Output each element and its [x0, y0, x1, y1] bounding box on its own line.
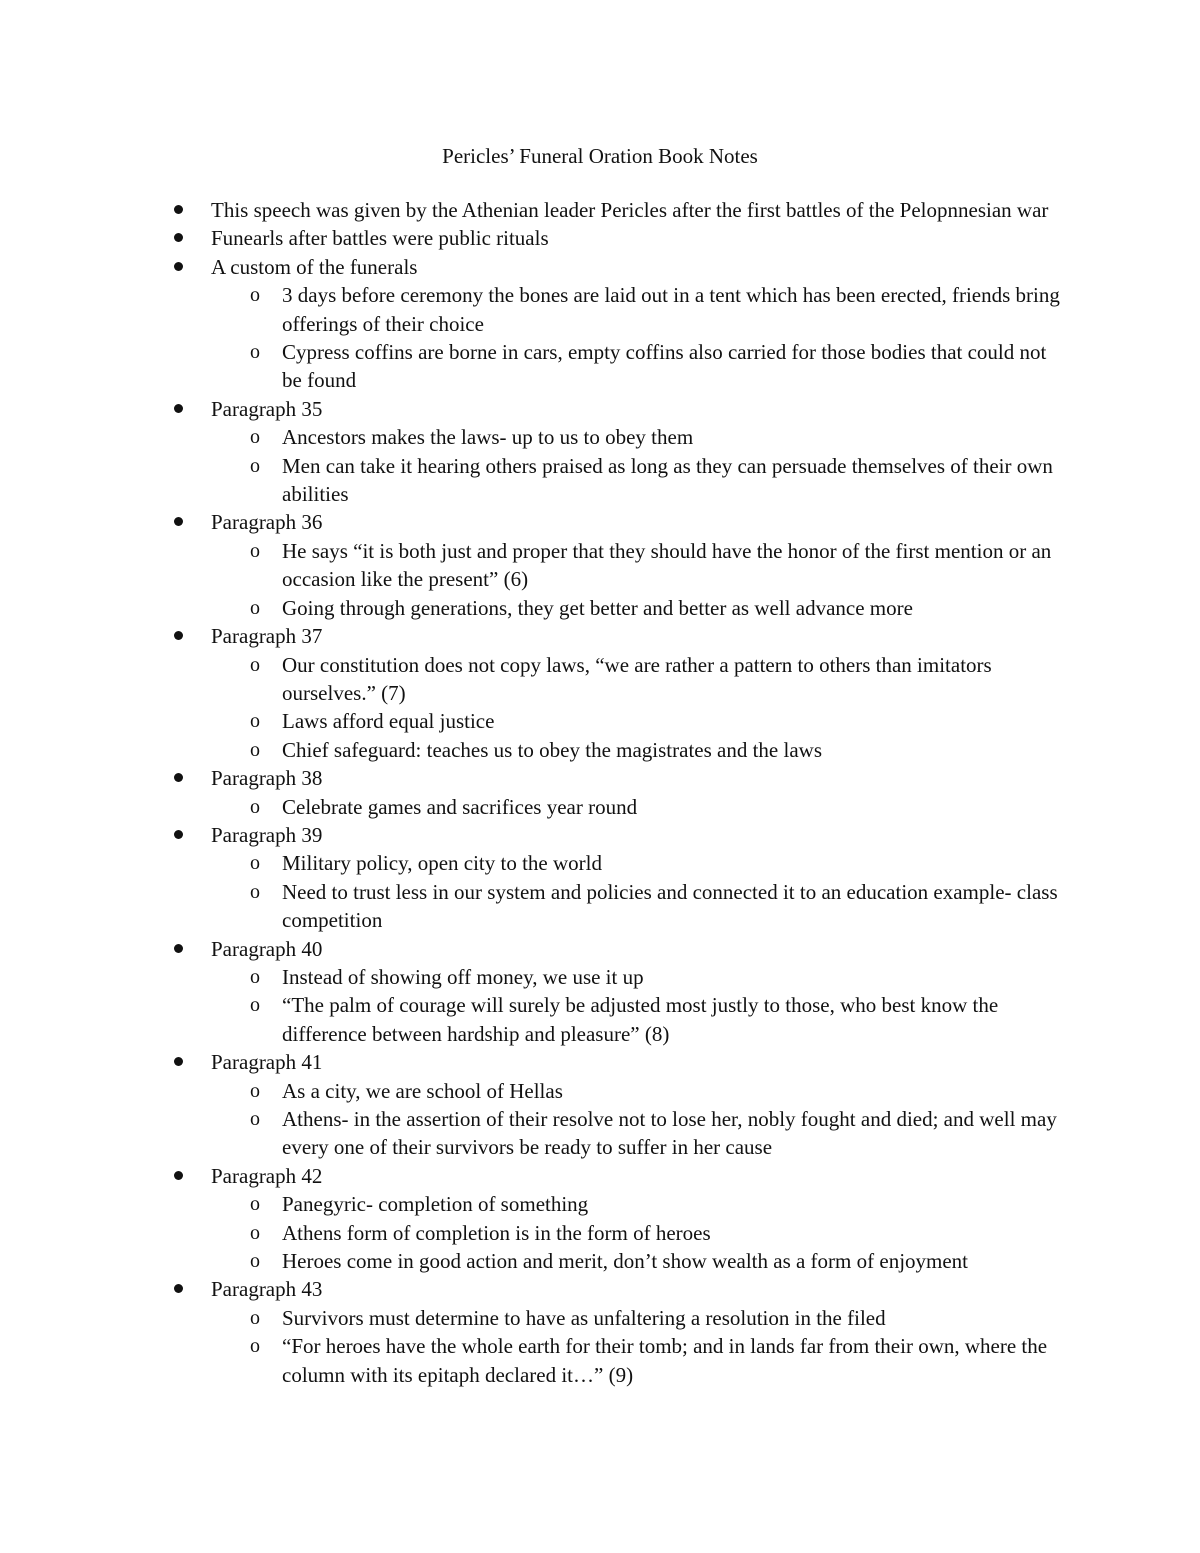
bullet-item	[0, 764, 1200, 792]
circle-bullet-icon: o	[250, 795, 260, 818]
bullet-dot-icon	[174, 404, 183, 413]
sub-bullet-text: He says “it is both just and proper that they should have the honor of the first mention or an occasion like the present” (6)	[282, 538, 1052, 592]
sub-bullet-item	[0, 1219, 1200, 1247]
circle-bullet-icon: o	[250, 1221, 260, 1244]
sub-bullet-text: 3 days before ceremony the bones are laid out in a tent which has been erected, friends bring offerings of their choice	[282, 283, 1060, 336]
sub-bullet-item	[0, 1304, 1200, 1332]
circle-bullet-icon: o	[250, 1250, 260, 1273]
sub-bullet-text: “For heroes have the whole earth for their tomb; and in lands far from their own, where the column with its epitaph declared it…” (9)	[282, 1334, 1048, 1387]
bullet-dot-icon	[174, 830, 183, 839]
sub-bullet-item	[0, 707, 1200, 735]
sub-bullet-item	[0, 423, 1200, 451]
circle-bullet-icon: o	[250, 965, 260, 988]
bullet-dot-icon	[174, 205, 183, 214]
sub-bullet-text: Athens- in the assertion of their resolve not to lose her, nobly fought and died; and well may every one of their survivors be ready to suffer in her cause	[282, 1107, 1057, 1160]
sub-bullet-item	[0, 594, 1200, 622]
bullet-text: Paragraph 42	[211, 1163, 323, 1188]
sub-bullet-item	[0, 1190, 1200, 1218]
bullet-text: Paragraph 37	[211, 624, 323, 649]
bullet-text: Funearls after battles were public rituals	[211, 226, 549, 251]
circle-bullet-icon: o	[250, 852, 260, 875]
notes-list	[0, 196, 1200, 1389]
sub-bullet-text: Survivors must determine to have as unfaltering a resolution in the filed	[282, 1305, 886, 1330]
circle-bullet-icon: o	[250, 1335, 260, 1358]
circle-bullet-icon: o	[250, 596, 260, 619]
circle-bullet-icon: o	[250, 341, 260, 364]
bullet-item	[0, 1275, 1200, 1303]
bullet-text: This speech was given by the Athenian leader Pericles after the first battles of the Pelopnnesian war	[211, 198, 1049, 222]
circle-bullet-icon: o	[250, 426, 260, 449]
bullet-dot-icon	[174, 262, 183, 271]
sub-bullet-item	[0, 452, 1200, 509]
bullet-dot-icon	[174, 1171, 183, 1180]
bullet-item	[0, 622, 1200, 650]
bullet-text: Paragraph 43	[211, 1277, 323, 1302]
bullet-item	[0, 395, 1200, 423]
bullet-text: Paragraph 36	[211, 510, 323, 535]
bullet-text: Paragraph 40	[211, 936, 323, 961]
circle-bullet-icon: o	[250, 653, 260, 676]
sub-bullet-item	[0, 281, 1200, 338]
sub-bullet-item	[0, 793, 1200, 821]
bullet-item	[0, 224, 1200, 252]
bullet-text: Paragraph 39	[211, 822, 323, 847]
sub-bullet-text: As a city, we are school of Hellas	[282, 1078, 563, 1103]
circle-bullet-icon: o	[250, 1079, 260, 1102]
circle-bullet-icon: o	[250, 880, 260, 903]
bullet-text: Paragraph 38	[211, 766, 323, 791]
sub-bullet-text: Celebrate games and sacrifices year round	[282, 794, 638, 819]
bullet-dot-icon	[174, 1284, 183, 1293]
bullet-item	[0, 1048, 1200, 1076]
circle-bullet-icon: o	[250, 1193, 260, 1216]
sub-bullet-text: Athens form of completion is in the form of heroes	[282, 1220, 711, 1245]
bullet-item	[0, 1162, 1200, 1190]
sub-bullet-text: Chief safeguard: teaches us to obey the magistrates and the laws	[282, 737, 822, 762]
bullet-dot-icon	[174, 1057, 183, 1066]
bullet-item	[0, 821, 1200, 849]
bullet-dot-icon	[174, 944, 183, 953]
sub-bullet-text: Cypress coffins are borne in cars, empty coffins also carried for those bodies that could not be found	[282, 340, 1047, 393]
sub-bullet-item	[0, 651, 1200, 708]
circle-bullet-icon: o	[250, 994, 260, 1017]
sub-bullet-text: Panegyric- completion of something	[282, 1192, 589, 1217]
circle-bullet-icon: o	[250, 539, 260, 562]
sub-bullet-item	[0, 991, 1200, 1048]
bullet-item	[0, 508, 1200, 536]
circle-bullet-icon: o	[250, 284, 260, 307]
bullet-dot-icon	[174, 517, 183, 526]
circle-bullet-icon: o	[250, 454, 260, 477]
sub-bullet-item	[0, 537, 1200, 594]
sub-bullet-text: Ancestors makes the laws- up to us to obey them	[282, 425, 694, 450]
bullet-item	[0, 196, 1200, 224]
sub-bullet-text: Going through generations, they get better and better as well advance more	[282, 595, 913, 620]
sub-bullet-item	[0, 1105, 1200, 1162]
bullet-text: Paragraph 41	[211, 1050, 323, 1075]
circle-bullet-icon: o	[250, 1306, 260, 1329]
sub-bullet-item	[0, 849, 1200, 877]
sub-bullet-text: “The palm of courage will surely be adjusted most justly to those, who best know the difference between hardship and pleasure” (8)	[282, 993, 999, 1046]
sub-bullet-text: Laws afford equal justice	[282, 709, 495, 734]
sub-bullet-text: Instead of showing off money, we use it up	[282, 964, 644, 989]
sub-bullet-item	[0, 1332, 1200, 1389]
sub-bullet-text: Heroes come in good action and merit, don’t show wealth as a form of enjoyment	[282, 1249, 969, 1274]
sub-bullet-item	[0, 963, 1200, 991]
sub-bullet-item	[0, 338, 1200, 395]
bullet-dot-icon	[174, 233, 183, 242]
document-title: Pericles’ Funeral Oration Book Notes	[442, 144, 758, 168]
sub-bullet-item	[0, 736, 1200, 764]
sub-bullet-item	[0, 1247, 1200, 1275]
bullet-text: A custom of the funerals	[211, 254, 418, 279]
sub-bullet-text: Need to trust less in our system and policies and connected it to an education example- class competition	[282, 879, 1058, 933]
bullet-item	[0, 253, 1200, 281]
circle-bullet-icon: o	[250, 1108, 260, 1130]
sub-bullet-item	[0, 878, 1200, 935]
sub-bullet-text: Men can take it hearing others praised as long as they can persuade themselves of their own abilities	[282, 453, 1053, 507]
bullet-text: Paragraph 35	[211, 396, 323, 421]
sub-bullet-text: Our constitution does not copy laws, “we are rather a pattern to others than imitators ourselves.” (7)	[282, 652, 992, 705]
bullet-dot-icon	[174, 631, 183, 640]
sub-bullet-item	[0, 1077, 1200, 1105]
bullet-dot-icon	[174, 773, 183, 782]
circle-bullet-icon: o	[250, 710, 260, 733]
bullet-item	[0, 935, 1200, 963]
sub-bullet-text: Military policy, open city to the world	[282, 851, 602, 876]
circle-bullet-icon: o	[250, 738, 260, 761]
